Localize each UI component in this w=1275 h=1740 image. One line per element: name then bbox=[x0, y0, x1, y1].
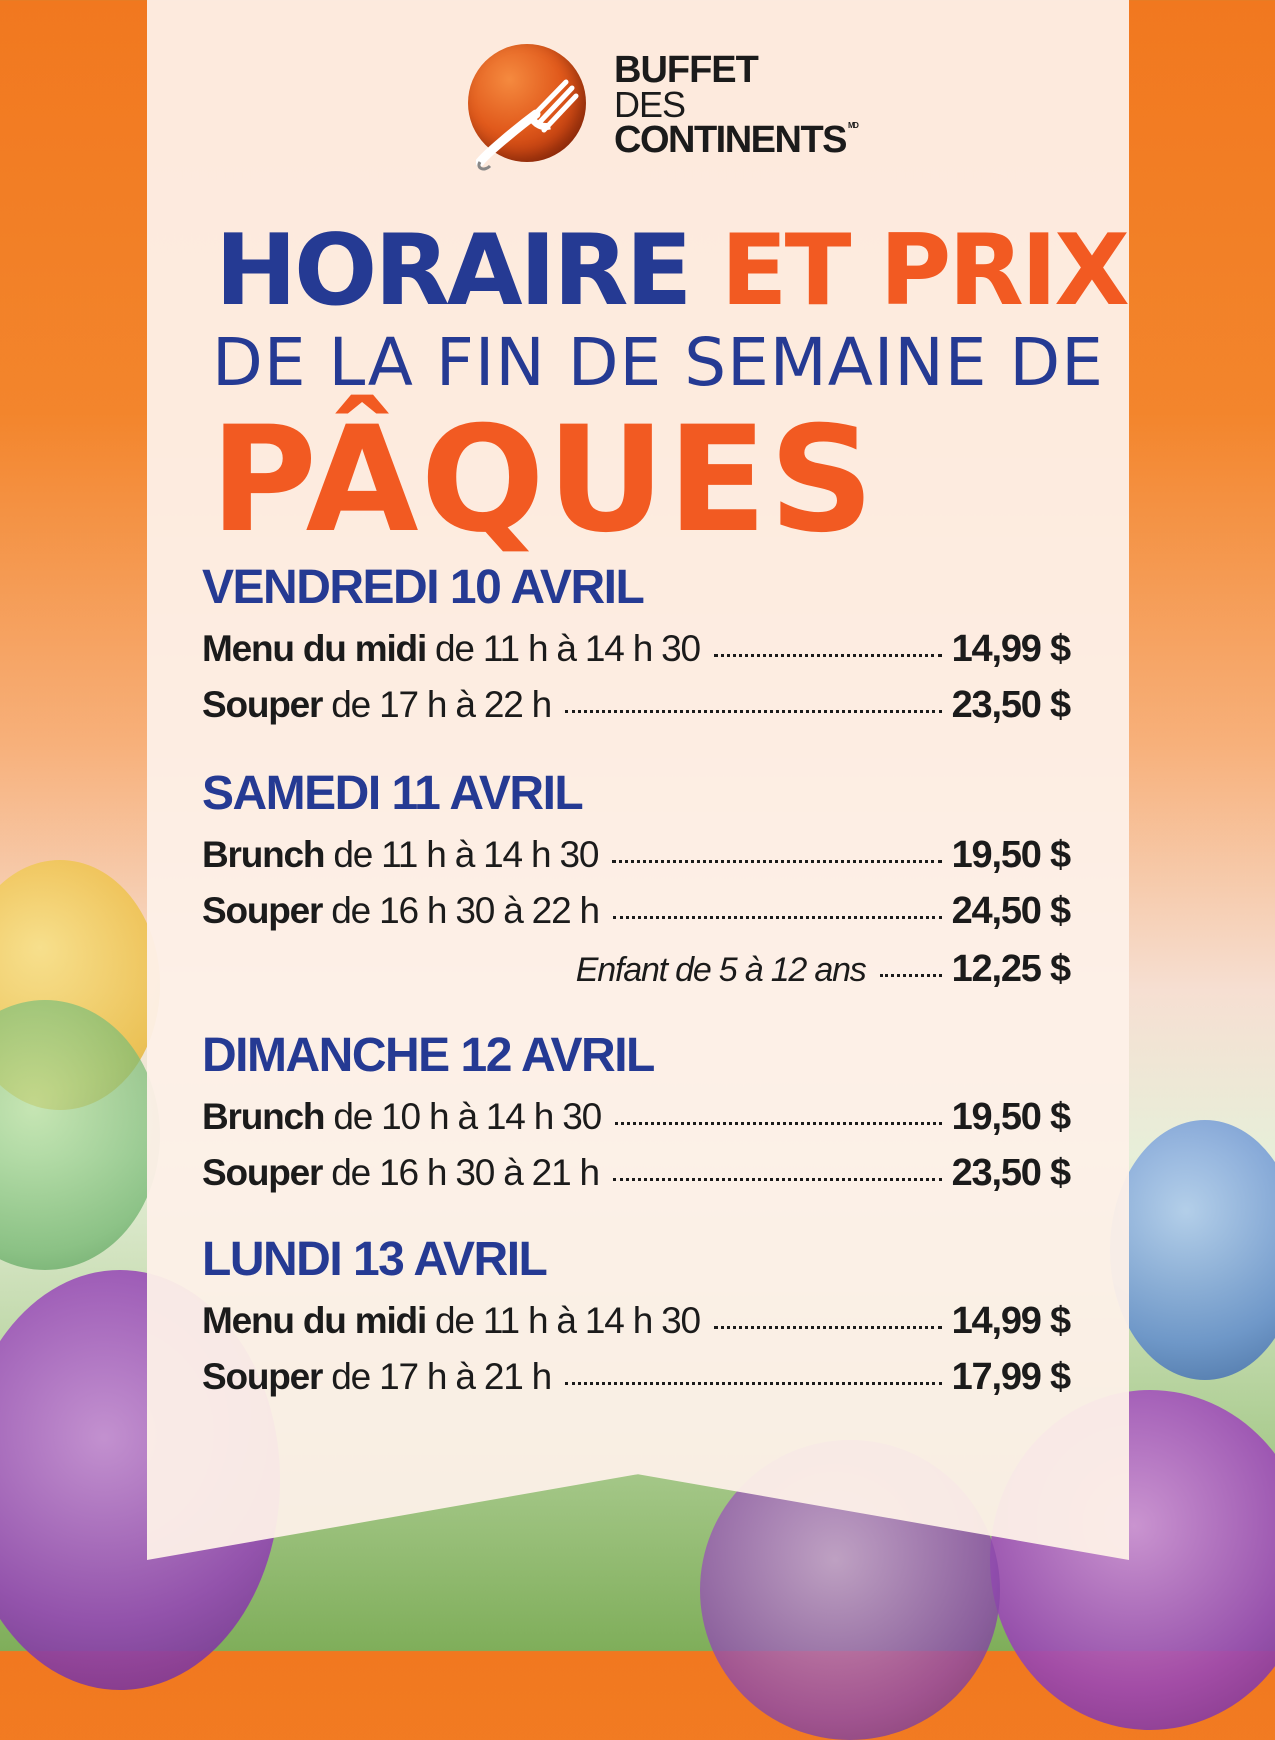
trademark-mark: MD bbox=[848, 121, 858, 131]
meal-time: de 11 h à 14 h 30 bbox=[435, 1300, 700, 1341]
dot-leader bbox=[565, 710, 942, 713]
headline-horaire: HORAIRE bbox=[215, 214, 690, 328]
dot-leader bbox=[613, 916, 942, 919]
day-title: LUNDI 13 AVRIL bbox=[202, 1233, 547, 1286]
meal-price: 17,99 $ bbox=[951, 1356, 1070, 1398]
headline-subtitle: DE LA FIN DE SEMAINE DE bbox=[212, 324, 1104, 401]
dot-leader bbox=[613, 1178, 942, 1181]
brand-line1: BUFFET bbox=[614, 49, 758, 91]
dot-leader bbox=[612, 860, 941, 863]
day-title: SAMEDI 11 AVRIL bbox=[202, 767, 583, 820]
meal-time: de 16 h 30 à 21 h bbox=[331, 1152, 599, 1193]
headline-et-prix: ET PRIX bbox=[720, 214, 1127, 328]
meal-time: de 11 h à 14 h 30 bbox=[435, 628, 700, 669]
meal-name: Souper bbox=[202, 890, 323, 931]
fork-icon bbox=[476, 74, 586, 174]
meal-name: Souper bbox=[202, 684, 323, 725]
meal-price: 14,99 $ bbox=[951, 1300, 1070, 1342]
meal-price: 19,50 $ bbox=[951, 1096, 1070, 1138]
meal-name: Menu du midi bbox=[202, 1300, 427, 1341]
headline-paques: PÂQUES bbox=[210, 395, 877, 565]
schedule-row bbox=[202, 628, 1070, 678]
schedule-row bbox=[202, 1356, 1070, 1406]
dot-leader bbox=[565, 1382, 942, 1385]
schedule-row bbox=[202, 1096, 1070, 1146]
meal-name: Brunch bbox=[202, 1096, 325, 1137]
brand-line3 bbox=[614, 119, 858, 162]
meal-price: 19,50 $ bbox=[951, 834, 1070, 876]
dot-leader bbox=[615, 1122, 942, 1125]
day-title: VENDREDI 10 AVRIL bbox=[202, 561, 644, 614]
meal-price: 23,50 $ bbox=[951, 1152, 1070, 1194]
schedule-row bbox=[202, 1300, 1070, 1350]
child-price: 12,25 $ bbox=[951, 948, 1070, 990]
brand-logo bbox=[468, 44, 858, 184]
meal-price: 24,50 $ bbox=[951, 890, 1070, 932]
headline-main bbox=[215, 214, 1127, 328]
meal-name: Souper bbox=[202, 1356, 323, 1397]
dot-leader bbox=[880, 974, 942, 977]
meal-name: Brunch bbox=[202, 834, 325, 875]
brand-line3-text: CONTINENTS bbox=[614, 119, 846, 162]
meal-name: Menu du midi bbox=[202, 628, 427, 669]
meal-name: Souper bbox=[202, 1152, 323, 1193]
schedule-row bbox=[202, 684, 1070, 734]
brand-name bbox=[614, 49, 858, 162]
schedule-row bbox=[202, 1152, 1070, 1202]
meal-time: de 11 h à 14 h 30 bbox=[333, 834, 599, 875]
brand-line2: DES bbox=[614, 84, 686, 126]
meal-time: de 10 h à 14 h 30 bbox=[333, 1096, 601, 1137]
dot-leader bbox=[714, 1326, 942, 1329]
schedule-row bbox=[202, 834, 1070, 884]
meal-time: de 17 h à 21 h bbox=[331, 1356, 552, 1397]
child-price-row bbox=[202, 948, 1070, 998]
schedule-row bbox=[202, 890, 1070, 940]
day-title: DIMANCHE 12 AVRIL bbox=[202, 1029, 654, 1082]
meal-price: 23,50 $ bbox=[951, 684, 1070, 726]
meal-time: de 17 h à 22 h bbox=[331, 684, 552, 725]
dot-leader bbox=[714, 654, 942, 657]
child-label: Enfant de 5 à 12 ans bbox=[575, 951, 866, 989]
meal-time: de 16 h 30 à 22 h bbox=[331, 890, 599, 931]
easter-egg-blue bbox=[1110, 1120, 1275, 1380]
meal-price: 14,99 $ bbox=[951, 628, 1070, 670]
globe-fork-icon bbox=[468, 44, 586, 162]
